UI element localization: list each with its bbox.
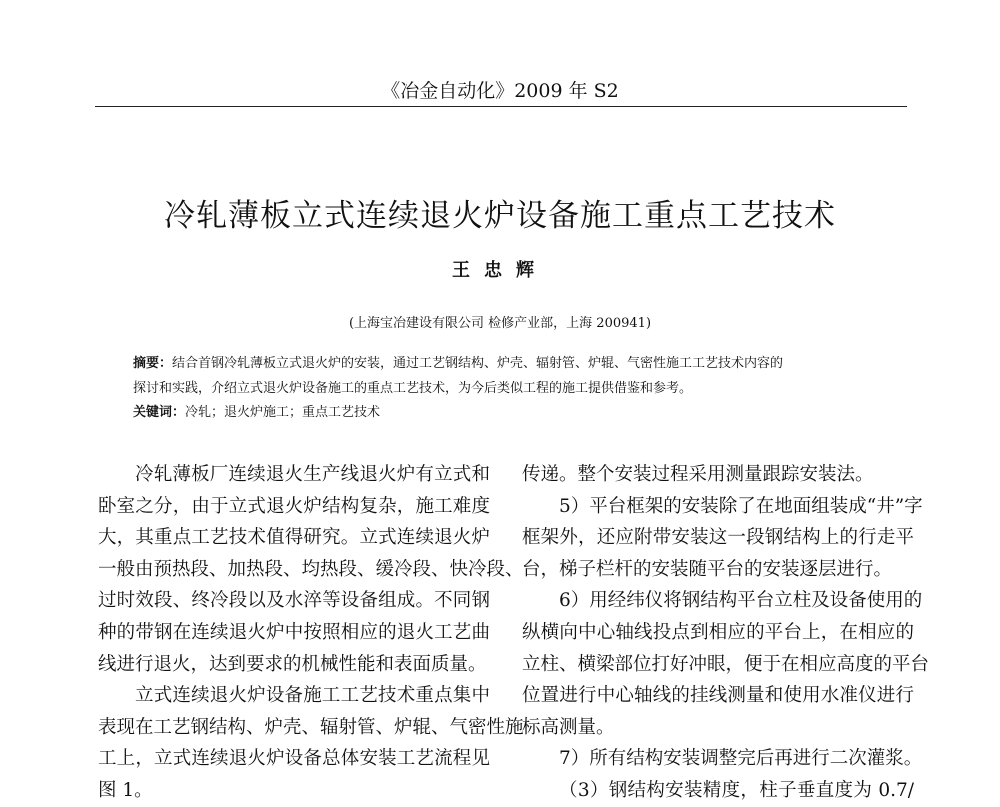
body-text-line: 标高测量。 bbox=[522, 716, 615, 738]
body-text-line: 框架外，还应附带安装这一段钢结构上的行走平 bbox=[522, 527, 914, 549]
body-text-line: 立柱、横梁部位打好冲眼，便于在相应高度的平台 bbox=[522, 653, 930, 675]
body-right-column bbox=[522, 459, 930, 807]
body-left-column bbox=[98, 459, 524, 807]
body-text-line: 过时效段、终冷段以及水淬等设备组成。不同钢 bbox=[98, 590, 490, 612]
running-header: 《冶金自动化》2009 年 S2 bbox=[381, 80, 619, 102]
keywords-text: 冷轧；退火炉施工；重点工艺技术 bbox=[185, 405, 381, 420]
body-text-line: 卧室之分，由于立式退火炉结构复杂，施工难度 bbox=[98, 495, 490, 517]
body-text-line: 图 1。 bbox=[98, 779, 153, 801]
abstract-line: 探讨和实践，介绍立式退火炉设备施工的重点工艺技术，为今后类似工程的施工提供借鉴和参考。 bbox=[133, 380, 693, 396]
body-text-line: 立式连续退火炉设备施工工艺技术重点集中 bbox=[135, 685, 490, 707]
body-text-line: 大，其重点工艺技术值得研究。立式连续退火炉 bbox=[98, 527, 490, 549]
keywords bbox=[133, 401, 893, 426]
body-text-line: 一般由预热段、加热段、均热段、缓冷段、快冷段、 bbox=[98, 558, 524, 580]
affiliation: (上海宝冶建设有限公司 检修产业部，上海 200941) bbox=[348, 316, 652, 331]
header-rule bbox=[95, 106, 907, 107]
keywords-label: 关键词： bbox=[133, 405, 186, 420]
body-text-line: 位置进行中心轴线的挂线测量和使用水准仪进行 bbox=[522, 685, 914, 707]
abstract-line bbox=[133, 352, 893, 377]
body-text-line: 7）所有结构安装调整完后再进行二次灌浆。 bbox=[559, 748, 923, 770]
author: 王忠辉 bbox=[452, 260, 548, 281]
body-text-line: （3）钢结构安装精度，柱子垂直度为 0.7/ bbox=[559, 779, 914, 801]
body-text-line: 台，梯子栏杆的安装随平台的安装逐层进行。 bbox=[522, 558, 893, 580]
body-text-line: 6）用经纬仪将钢结构平台立柱及设备使用的 bbox=[559, 590, 923, 612]
body-text-line: 冷轧薄板厂连续退火生产线退火炉有立式和 bbox=[135, 464, 490, 485]
body-text-line: 工上，立式连续退火炉设备总体安装工艺流程见 bbox=[98, 748, 490, 770]
abstract-text: 结合首钢冷轧薄板立式退火炉的安装，通过工艺钢结构、炉壳、辐射管、炉辊、气密性施工工艺技术内容的 bbox=[172, 356, 784, 371]
paper-title: 冷轧薄板立式连续退火炉设备施工重点工艺技术 bbox=[164, 198, 836, 234]
body-text-line: 表现在工艺钢结构、炉壳、辐射管、炉辊、气密性施 bbox=[98, 716, 524, 738]
body-text-line: 传递。整个安装过程采用测量跟踪安装法。 bbox=[522, 464, 874, 485]
abstract-label: 摘要： bbox=[133, 356, 173, 371]
body-text-line: 线进行退火，达到要求的机械性能和表面质量。 bbox=[98, 653, 487, 675]
body-text-line: 种的带钢在连续退火炉中按照相应的退火工艺曲 bbox=[98, 621, 490, 643]
body-text-line: 纵横向中心轴线投点到相应的平台上，在相应的 bbox=[522, 621, 914, 643]
body-text-line: 5）平台框架的安装除了在地面组装成“井”字 bbox=[559, 495, 923, 517]
affiliation-text: 上海宝冶建设有限公司 检修产业部，上海 200941) bbox=[354, 316, 652, 331]
abstract bbox=[133, 352, 893, 426]
